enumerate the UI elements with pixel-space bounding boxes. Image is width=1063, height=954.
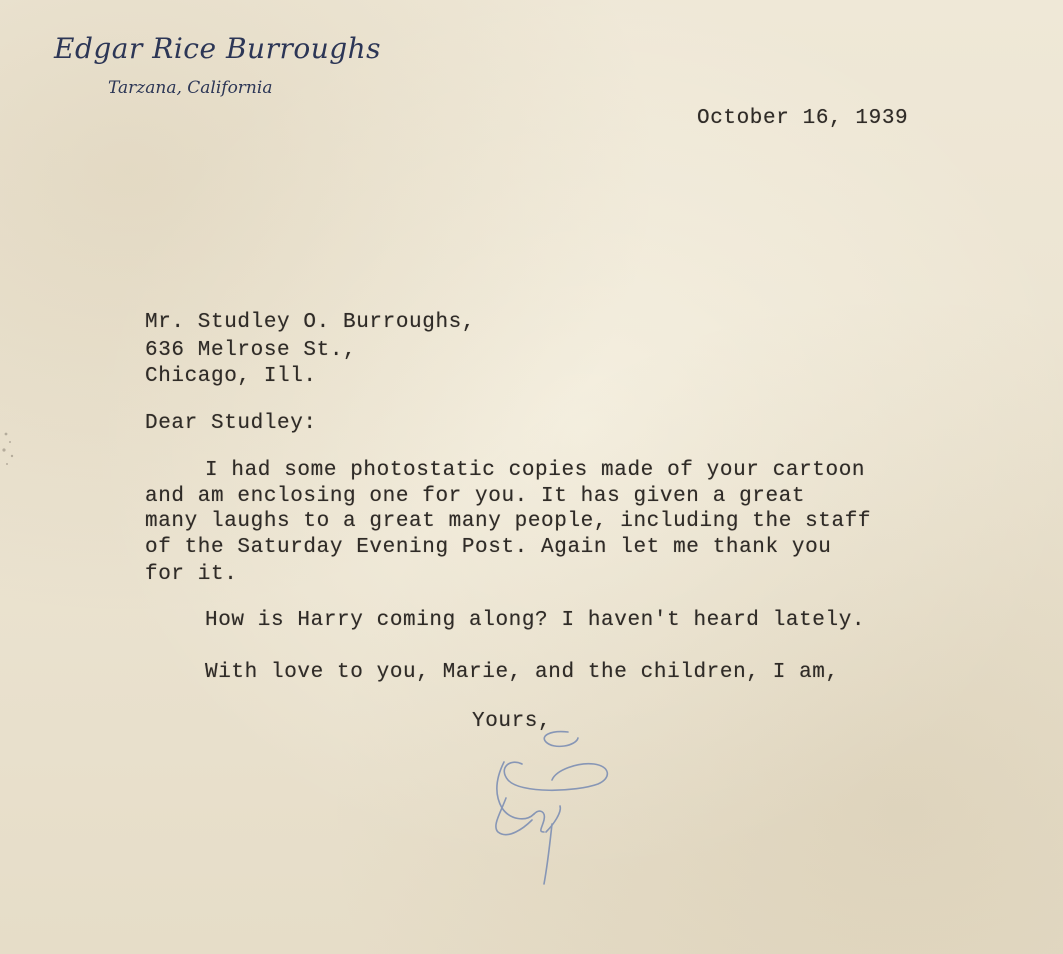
recipient-street: 636 Melrose St., [145, 339, 357, 362]
letter-date: October 16, 1939 [697, 107, 909, 130]
body-line: and am enclosing one for you. It has given a great [145, 485, 806, 508]
body-line: many laughs to a great many people, including the staff [145, 510, 872, 533]
salutation: Dear Studley: [145, 412, 317, 435]
signature-monogram [480, 728, 630, 888]
body-line: of the Saturday Evening Post. Again let me thank you [145, 536, 832, 559]
letterhead-location: Tarzana, California [108, 78, 273, 98]
body-line: With love to you, Marie, and the children, I am, [205, 661, 839, 684]
closing: Yours, [472, 710, 552, 733]
recipient-name: Mr. Studley O. Burroughs, [145, 311, 476, 334]
body-line: I had some photostatic copies made of your cartoon [205, 459, 866, 482]
body-line: How is Harry coming along? I haven't heard lately. [205, 609, 866, 632]
letterhead-name: Edgar Rice Burroughs [54, 32, 382, 65]
recipient-city: Chicago, Ill. [145, 365, 317, 388]
paper-edge-blemish [0, 420, 22, 480]
body-line: for it. [145, 563, 238, 586]
